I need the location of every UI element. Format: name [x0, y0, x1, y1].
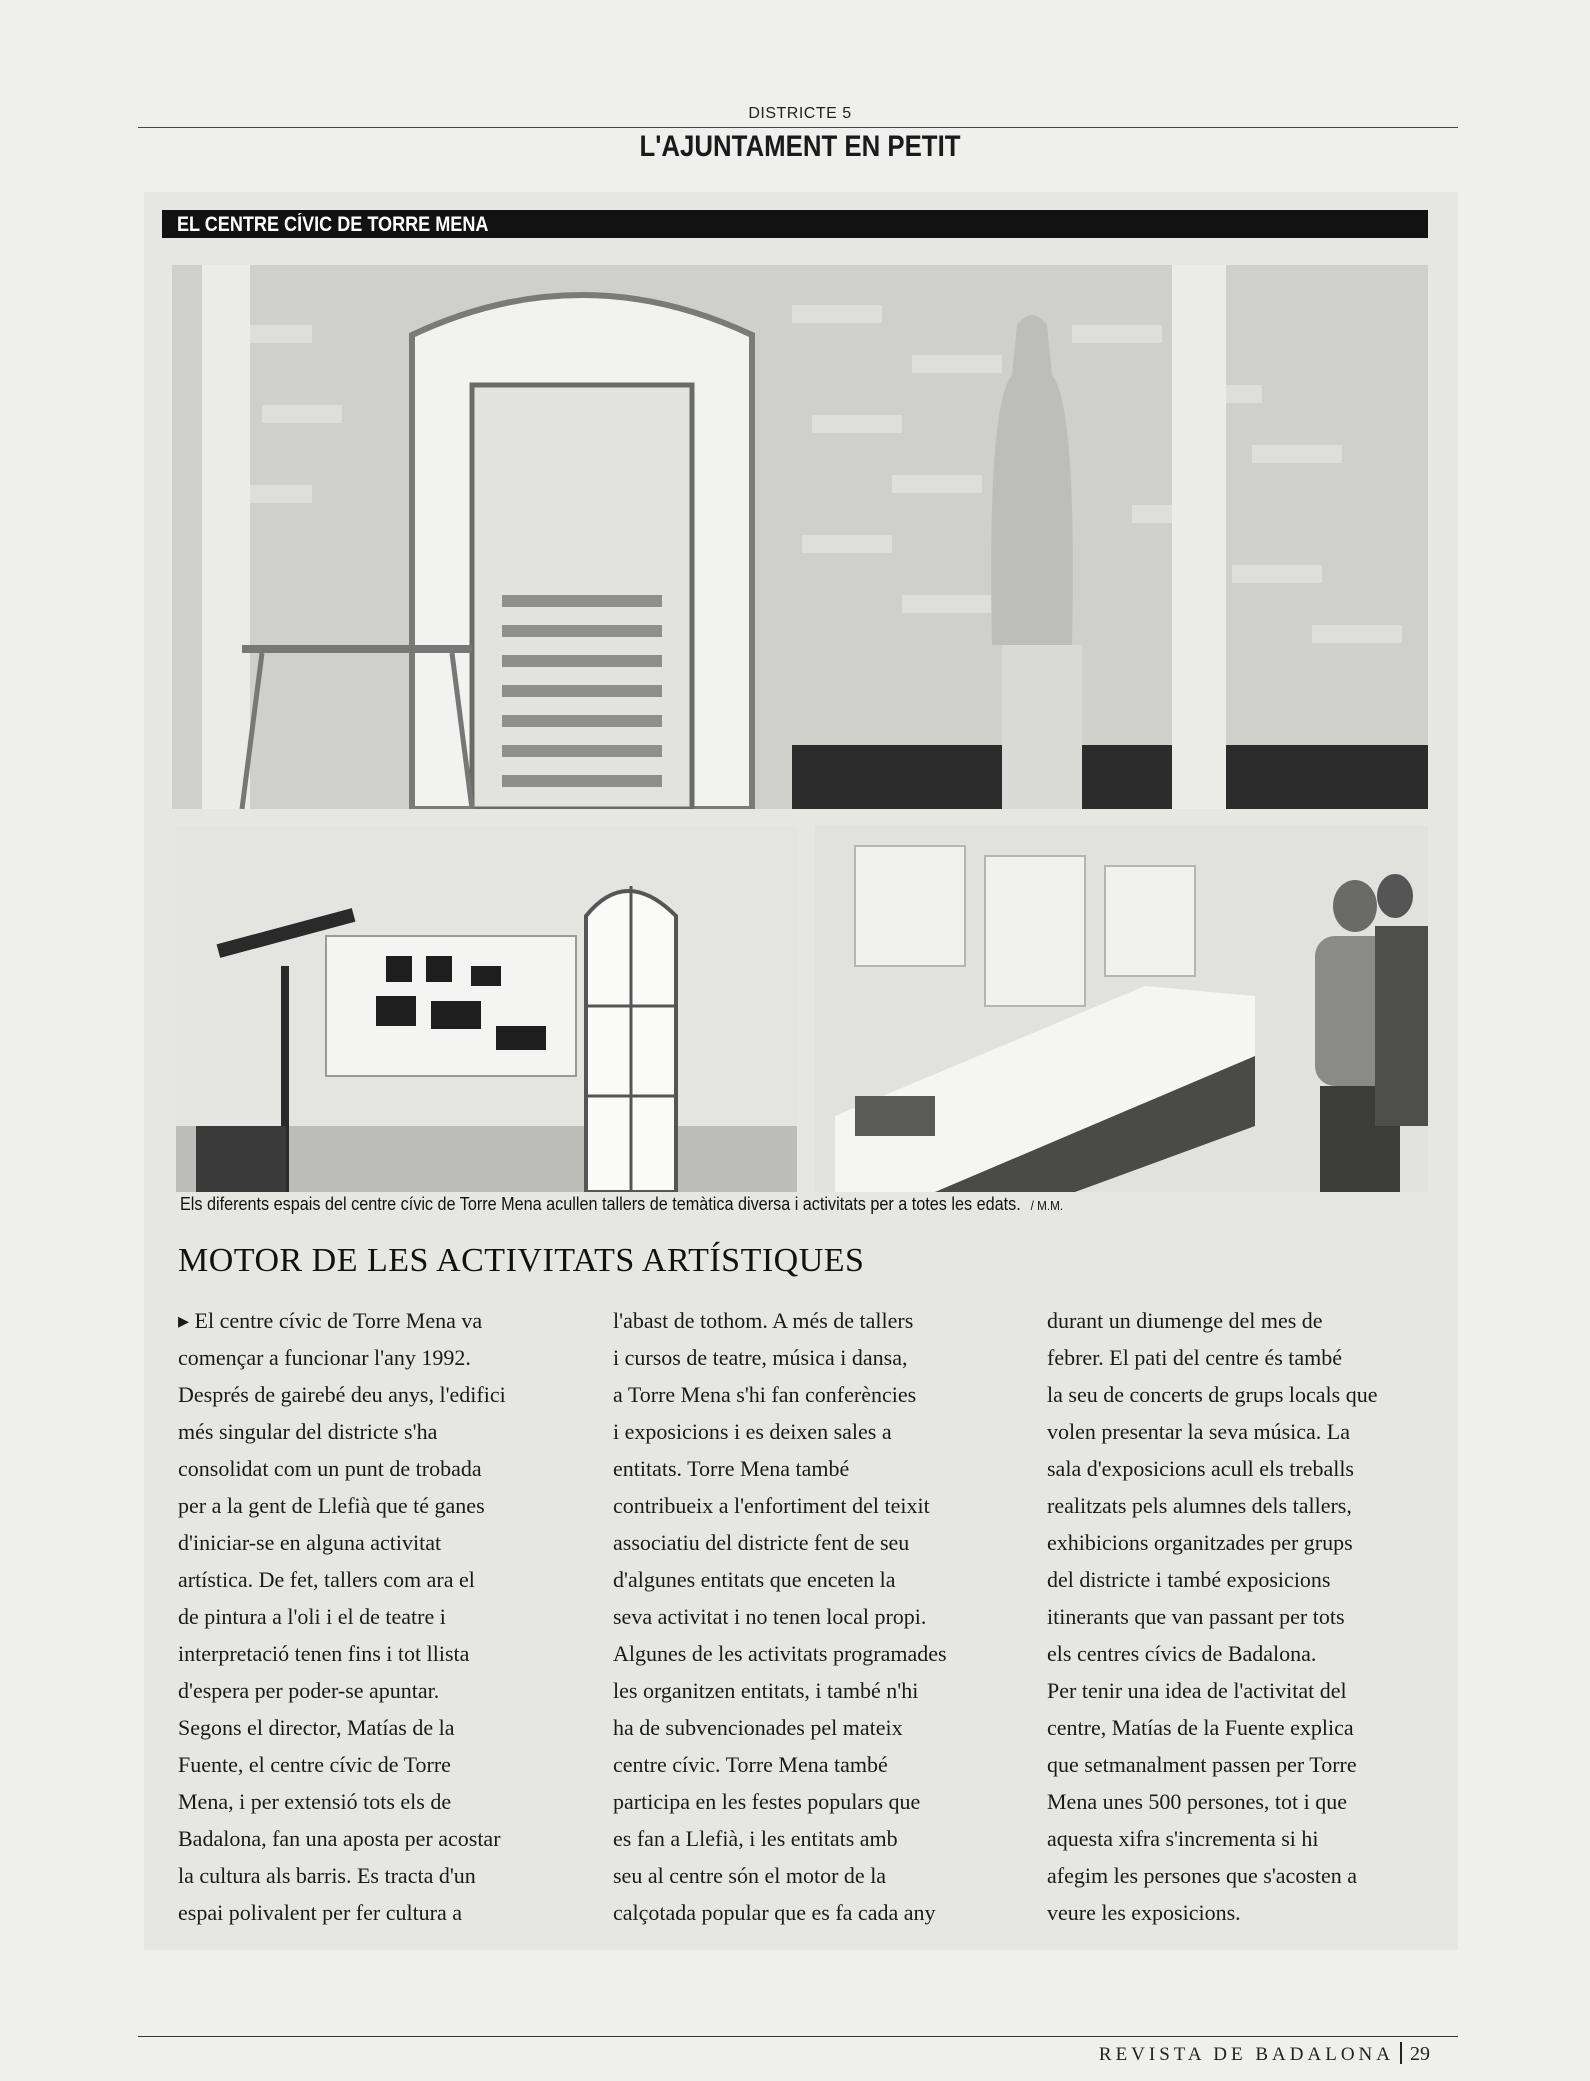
- text-line: d'algunes entitats que enceten la: [613, 1567, 896, 1592]
- photo-top-image: [172, 265, 1428, 809]
- text-line: la cultura als barris. Es tracta d'un: [178, 1863, 476, 1888]
- text-line: seva activitat i no tenen local propi.: [613, 1604, 927, 1629]
- text-line: per a la gent de Llefià que té ganes: [178, 1493, 485, 1518]
- text-line: i cursos de teatre, música i dansa,: [613, 1345, 908, 1370]
- text-line: Després de gairebé deu anys, l'edifici: [178, 1382, 506, 1407]
- text-line: veure les exposicions.: [1047, 1900, 1241, 1925]
- publication-name: REVISTA DE BADALONA: [1098, 2044, 1394, 2065]
- text-line: seu al centre són el motor de la: [613, 1863, 887, 1888]
- text-line: ha de subvencionades pel mateix: [613, 1715, 903, 1740]
- text-line: els centres cívics de Badalona.: [1047, 1641, 1317, 1666]
- text-line: es fan a Llefià, i les entitats amb: [613, 1826, 898, 1851]
- text-line: començar a funcionar l'any 1992.: [178, 1345, 471, 1370]
- photo-bottom-right-image: [815, 826, 1428, 1192]
- district-label: DISTRICTE 5: [748, 105, 852, 122]
- text-line: les organitzen entitats, i també n'hi: [613, 1678, 919, 1703]
- text-line: aquesta xifra s'incrementa si hi: [1047, 1826, 1319, 1851]
- text-line: entitats. Torre Mena també: [613, 1456, 850, 1481]
- footer-rule: [138, 2036, 1458, 2037]
- page-number: 29: [1410, 2043, 1430, 2065]
- text-line: que setmanalment passen per Torre: [1047, 1752, 1357, 1777]
- text-line: la seu de concerts de grups locals que: [1047, 1382, 1378, 1407]
- section-bar: [162, 210, 1428, 238]
- photo-bottom-left-image: [176, 826, 797, 1192]
- text-line: Segons el director, Matías de la: [178, 1715, 455, 1740]
- text-line: ▸ El centre cívic de Torre Mena va: [178, 1308, 483, 1333]
- photo-bottom-left: [176, 826, 797, 1192]
- text-line: febrer. El pati del centre és també: [1047, 1345, 1343, 1370]
- photo-bottom-right: [815, 826, 1428, 1192]
- text-line: d'espera per poder-se apuntar.: [178, 1678, 440, 1703]
- text-line: Algunes de les activitats programades: [613, 1641, 947, 1666]
- text-line: de pintura a l'oli i el de teatre i: [178, 1604, 446, 1629]
- text-line: associatiu del districte fent de seu: [613, 1530, 910, 1555]
- article-column-1: [178, 1302, 588, 1931]
- text-line: Fuente, el centre cívic de Torre: [178, 1752, 451, 1777]
- text-line: a Torre Mena s'hi fan conferències: [613, 1382, 917, 1407]
- text-line: interpretació tenen fins i tot llista: [178, 1641, 470, 1666]
- text-line: i exposicions i es deixen sales a: [613, 1419, 892, 1444]
- text-line: artística. De fet, tallers com ara el: [178, 1567, 475, 1592]
- page-title: L'AJUNTAMENT EN PETIT: [639, 130, 961, 163]
- header-rule: [138, 127, 1458, 128]
- text-line: calçotada popular que es fa cada any: [613, 1900, 936, 1925]
- text-line: volen presentar la seva música. La: [1047, 1419, 1350, 1444]
- photo-top: [172, 265, 1428, 809]
- photo-credit: / M.M.: [1030, 1198, 1064, 1213]
- article-column-2: [613, 1302, 1023, 1931]
- text-line: centre cívic. Torre Mena també: [613, 1752, 888, 1777]
- text-line: Badalona, fan una aposta per acostar: [178, 1826, 501, 1851]
- text-line: participa en les festes populars que: [613, 1789, 921, 1814]
- text-line: afegim les persones que s'acosten a: [1047, 1863, 1358, 1888]
- page-footer: [1099, 2042, 1430, 2066]
- text-line: exhibicions organitzades per grups: [1047, 1530, 1353, 1555]
- text-line: realitzats pels alumnes dels tallers,: [1047, 1493, 1352, 1518]
- text-line: l'abast de tothom. A més de tallers: [613, 1308, 914, 1333]
- text-line: durant un diumenge del mes de: [1047, 1308, 1323, 1333]
- footer-divider: [1400, 2042, 1402, 2064]
- text-line: d'iniciar-se en alguna activitat: [178, 1530, 442, 1555]
- text-line: Mena unes 500 persones, tot i que: [1047, 1789, 1347, 1814]
- article-column-3: [1047, 1302, 1457, 1931]
- text-line: Per tenir una idea de l'activitat del: [1047, 1678, 1347, 1703]
- text-line: sala d'exposicions acull els treballs: [1047, 1456, 1354, 1481]
- text-line: itinerants que van passant per tots: [1047, 1604, 1345, 1629]
- text-line: més singular del districte s'ha: [178, 1419, 438, 1444]
- photo-caption: [180, 1194, 1063, 1215]
- text-line: Mena, i per extensió tots els de: [178, 1789, 452, 1814]
- article-title: MOTOR DE LES ACTIVITATS ARTÍSTIQUES: [178, 1242, 865, 1279]
- text-line: contribueix a l'enfortiment del teixit: [613, 1493, 930, 1518]
- text-line: espai polivalent per fer cultura a: [178, 1900, 463, 1925]
- text-line: centre, Matías de la Fuente explica: [1047, 1715, 1354, 1740]
- text-line: del districte i també exposicions: [1047, 1567, 1331, 1592]
- text-line: consolidat com un punt de trobada: [178, 1456, 482, 1481]
- section-title: EL CENTRE CÍVIC DE TORRE MENA: [177, 213, 489, 236]
- caption-text: Els diferents espais del centre cívic de Torre Mena acullen tallers de temàtica diversa i activitats per a totes les edats.: [180, 1194, 1021, 1214]
